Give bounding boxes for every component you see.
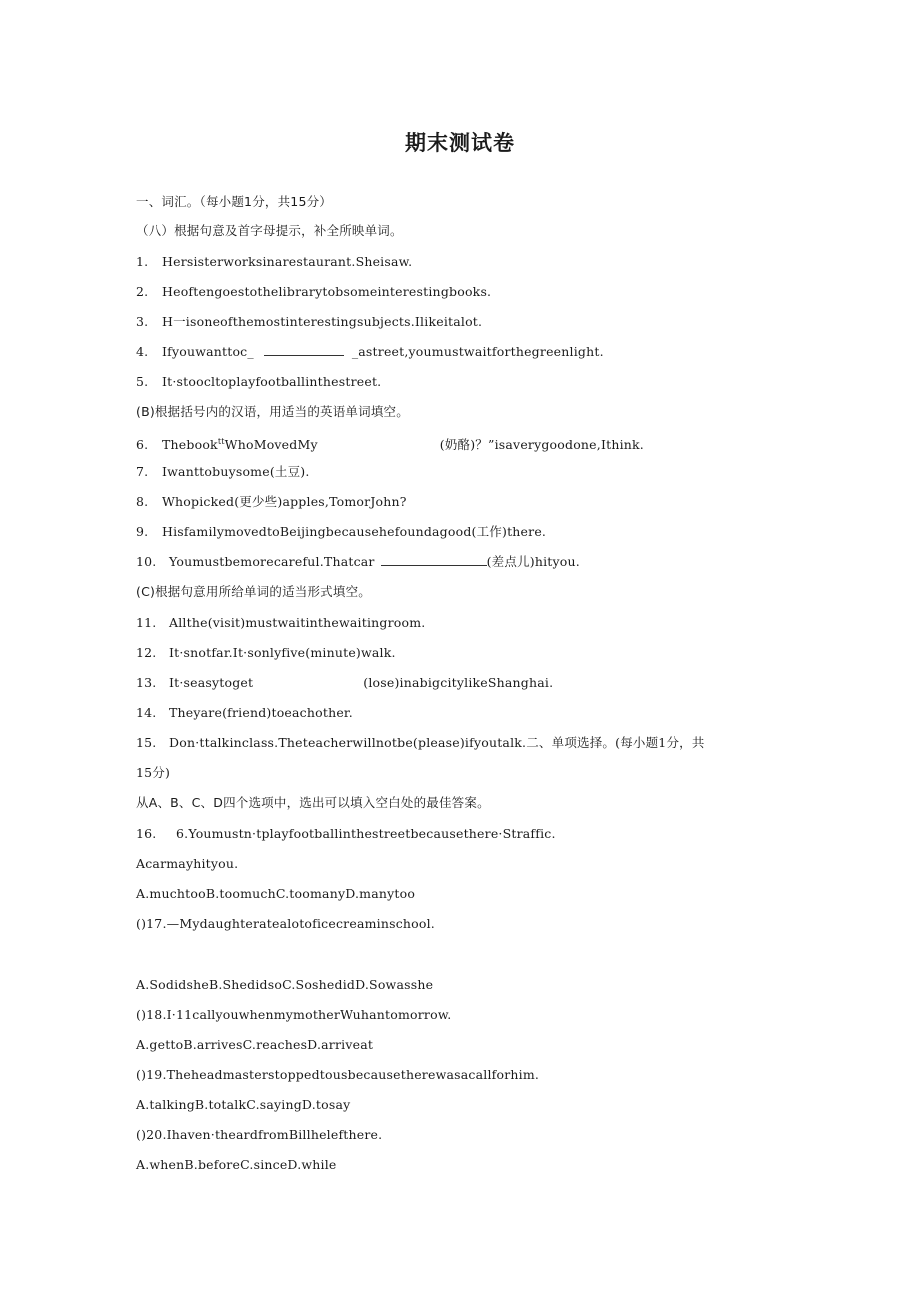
question-number: 15.: [136, 735, 157, 750]
question-8: [136, 493, 407, 511]
question-7: [136, 463, 310, 481]
question-text: 6.Youmustn·tplayfootballinthestreetbecausethere·Straffic.: [176, 826, 556, 841]
question-text: Don·ttalkinclass.Theteacherwillnotbe(please)ifyoutalk.二、单项选择。(每小题1分，共: [169, 735, 705, 750]
question-text-part-b: (lose)inabigcitylikeShanghai.: [363, 675, 554, 690]
question-19: ()19.Theheadmasterstoppedtousbecausetherewasacallforhim.: [136, 1067, 540, 1082]
question-3: [136, 313, 482, 331]
subsection-heading-a: （八）根据句意及首字母提示，补全所映单词。: [136, 223, 403, 238]
section-instruction-choice: 从A、B、C、D四个选项中，选出可以填入空白处的最佳答案。: [136, 795, 490, 810]
question-number: 9.: [136, 524, 149, 539]
question-number: 3.: [136, 314, 149, 329]
question-10: [136, 553, 580, 571]
question-16-options: A.muchtooB.toomuchC.toomanyD.manytoo: [136, 886, 416, 901]
question-text: H一isoneofthemostinterestingsubjects.Ilikeitalot.: [162, 314, 483, 329]
question-18: ()18.I·11callyouwhenmymotherWuhantomorrow.: [136, 1007, 452, 1022]
question-text: Heoftengoestothelibrarytobsomeinterestingbooks.: [162, 284, 492, 299]
question-text-part-b: WhoMovedMy: [224, 437, 318, 453]
question-number: 6.: [136, 437, 149, 453]
question-text: Iwanttobuysome(土豆).: [162, 464, 310, 479]
subsection-heading-b: (B)根据括号内的汉语，用适当的英语单词填空。: [136, 404, 409, 419]
question-text: It·stoocltoplayfootballinthestreet.: [162, 374, 382, 389]
question-20: ()20.Ihaven·theardfromBillhelefthere.: [136, 1127, 383, 1142]
question-text: It·snotfar.It·sonlyfive(minute)walk.: [169, 645, 396, 660]
question-number: 10.: [136, 554, 157, 569]
question-text-part-a: Thebook: [162, 437, 218, 453]
question-number: 8.: [136, 494, 149, 509]
question-number: 1.: [136, 254, 149, 269]
question-4: [136, 343, 604, 361]
question-number: 5.: [136, 374, 149, 389]
question-number: 12.: [136, 645, 157, 660]
answer-blank[interactable]: [381, 553, 487, 566]
question-number: 4.: [136, 344, 149, 359]
question-16: [136, 825, 556, 843]
question-5: [136, 373, 381, 391]
answer-blank[interactable]: [264, 343, 344, 356]
question-text-part-a: Ifyouwanttoc_: [162, 344, 254, 359]
question-11: [136, 614, 425, 632]
question-text: HisfamilymovedtoBeijingbecausehefoundagood(工作)there.: [162, 524, 547, 539]
question-number: 7.: [136, 464, 149, 479]
question-12: [136, 644, 396, 662]
question-6: [136, 433, 644, 454]
question-number: 14.: [136, 705, 157, 720]
question-18-options: Α.gettoB.arrivesC.reachesD.arriveat: [136, 1037, 374, 1052]
question-text: Hersisterworksinarestaurant.Sheisaw.: [162, 254, 413, 269]
question-17-options: A.SodidsheB.ShedidsoC.SoshedidD.Sowasshe: [136, 977, 434, 992]
quote-mark: tt: [217, 437, 225, 446]
question-16-continuation: Acarmayhityou.: [136, 856, 239, 871]
question-text-part-b: _astreet,youmustwaitforthegreenlight.: [351, 344, 604, 359]
question-17: ()17.—Mydaughteratealotoficecreaminschool.: [136, 916, 435, 931]
question-text-part-a: It·seasytoget: [169, 675, 254, 690]
question-text: Theyare(friend)toeachother.: [169, 705, 353, 720]
question-15: [136, 734, 705, 752]
question-9: [136, 523, 546, 541]
question-text-part-a: Youmustbemorecareful.Thatcar: [169, 554, 375, 569]
section-heading-vocabulary: 一、词汇。（每小题1分，共15分）: [136, 194, 333, 209]
question-19-options: A.talkingB.totalkC.sayingD.tosay: [136, 1097, 351, 1112]
question-text-part-c: (奶酪)？”isaverygoodone,Ithink.: [439, 437, 644, 453]
page-title: 期末测试卷: [405, 131, 515, 155]
question-number: 16.: [136, 826, 157, 841]
question-number: 2.: [136, 284, 149, 299]
question-number: 13.: [136, 675, 157, 690]
question-15-continuation: 15分): [136, 765, 171, 780]
subsection-heading-c: (C)根据句意用所给单词的适当形式填空。: [136, 584, 371, 599]
question-14: [136, 704, 353, 722]
question-1: [136, 253, 412, 271]
question-20-options: Α.whenB.beforeC.sinceD.while: [136, 1157, 337, 1172]
question-number: 11.: [136, 615, 157, 630]
question-text: Whopicked(更少些)apples,TomorJohn?: [162, 494, 407, 509]
question-2: [136, 283, 491, 301]
question-13: [136, 674, 553, 692]
question-text-part-b: (差点儿)hityou.: [486, 554, 580, 569]
question-text: Allthe(visit)mustwaitinthewaitingroom.: [169, 615, 426, 630]
